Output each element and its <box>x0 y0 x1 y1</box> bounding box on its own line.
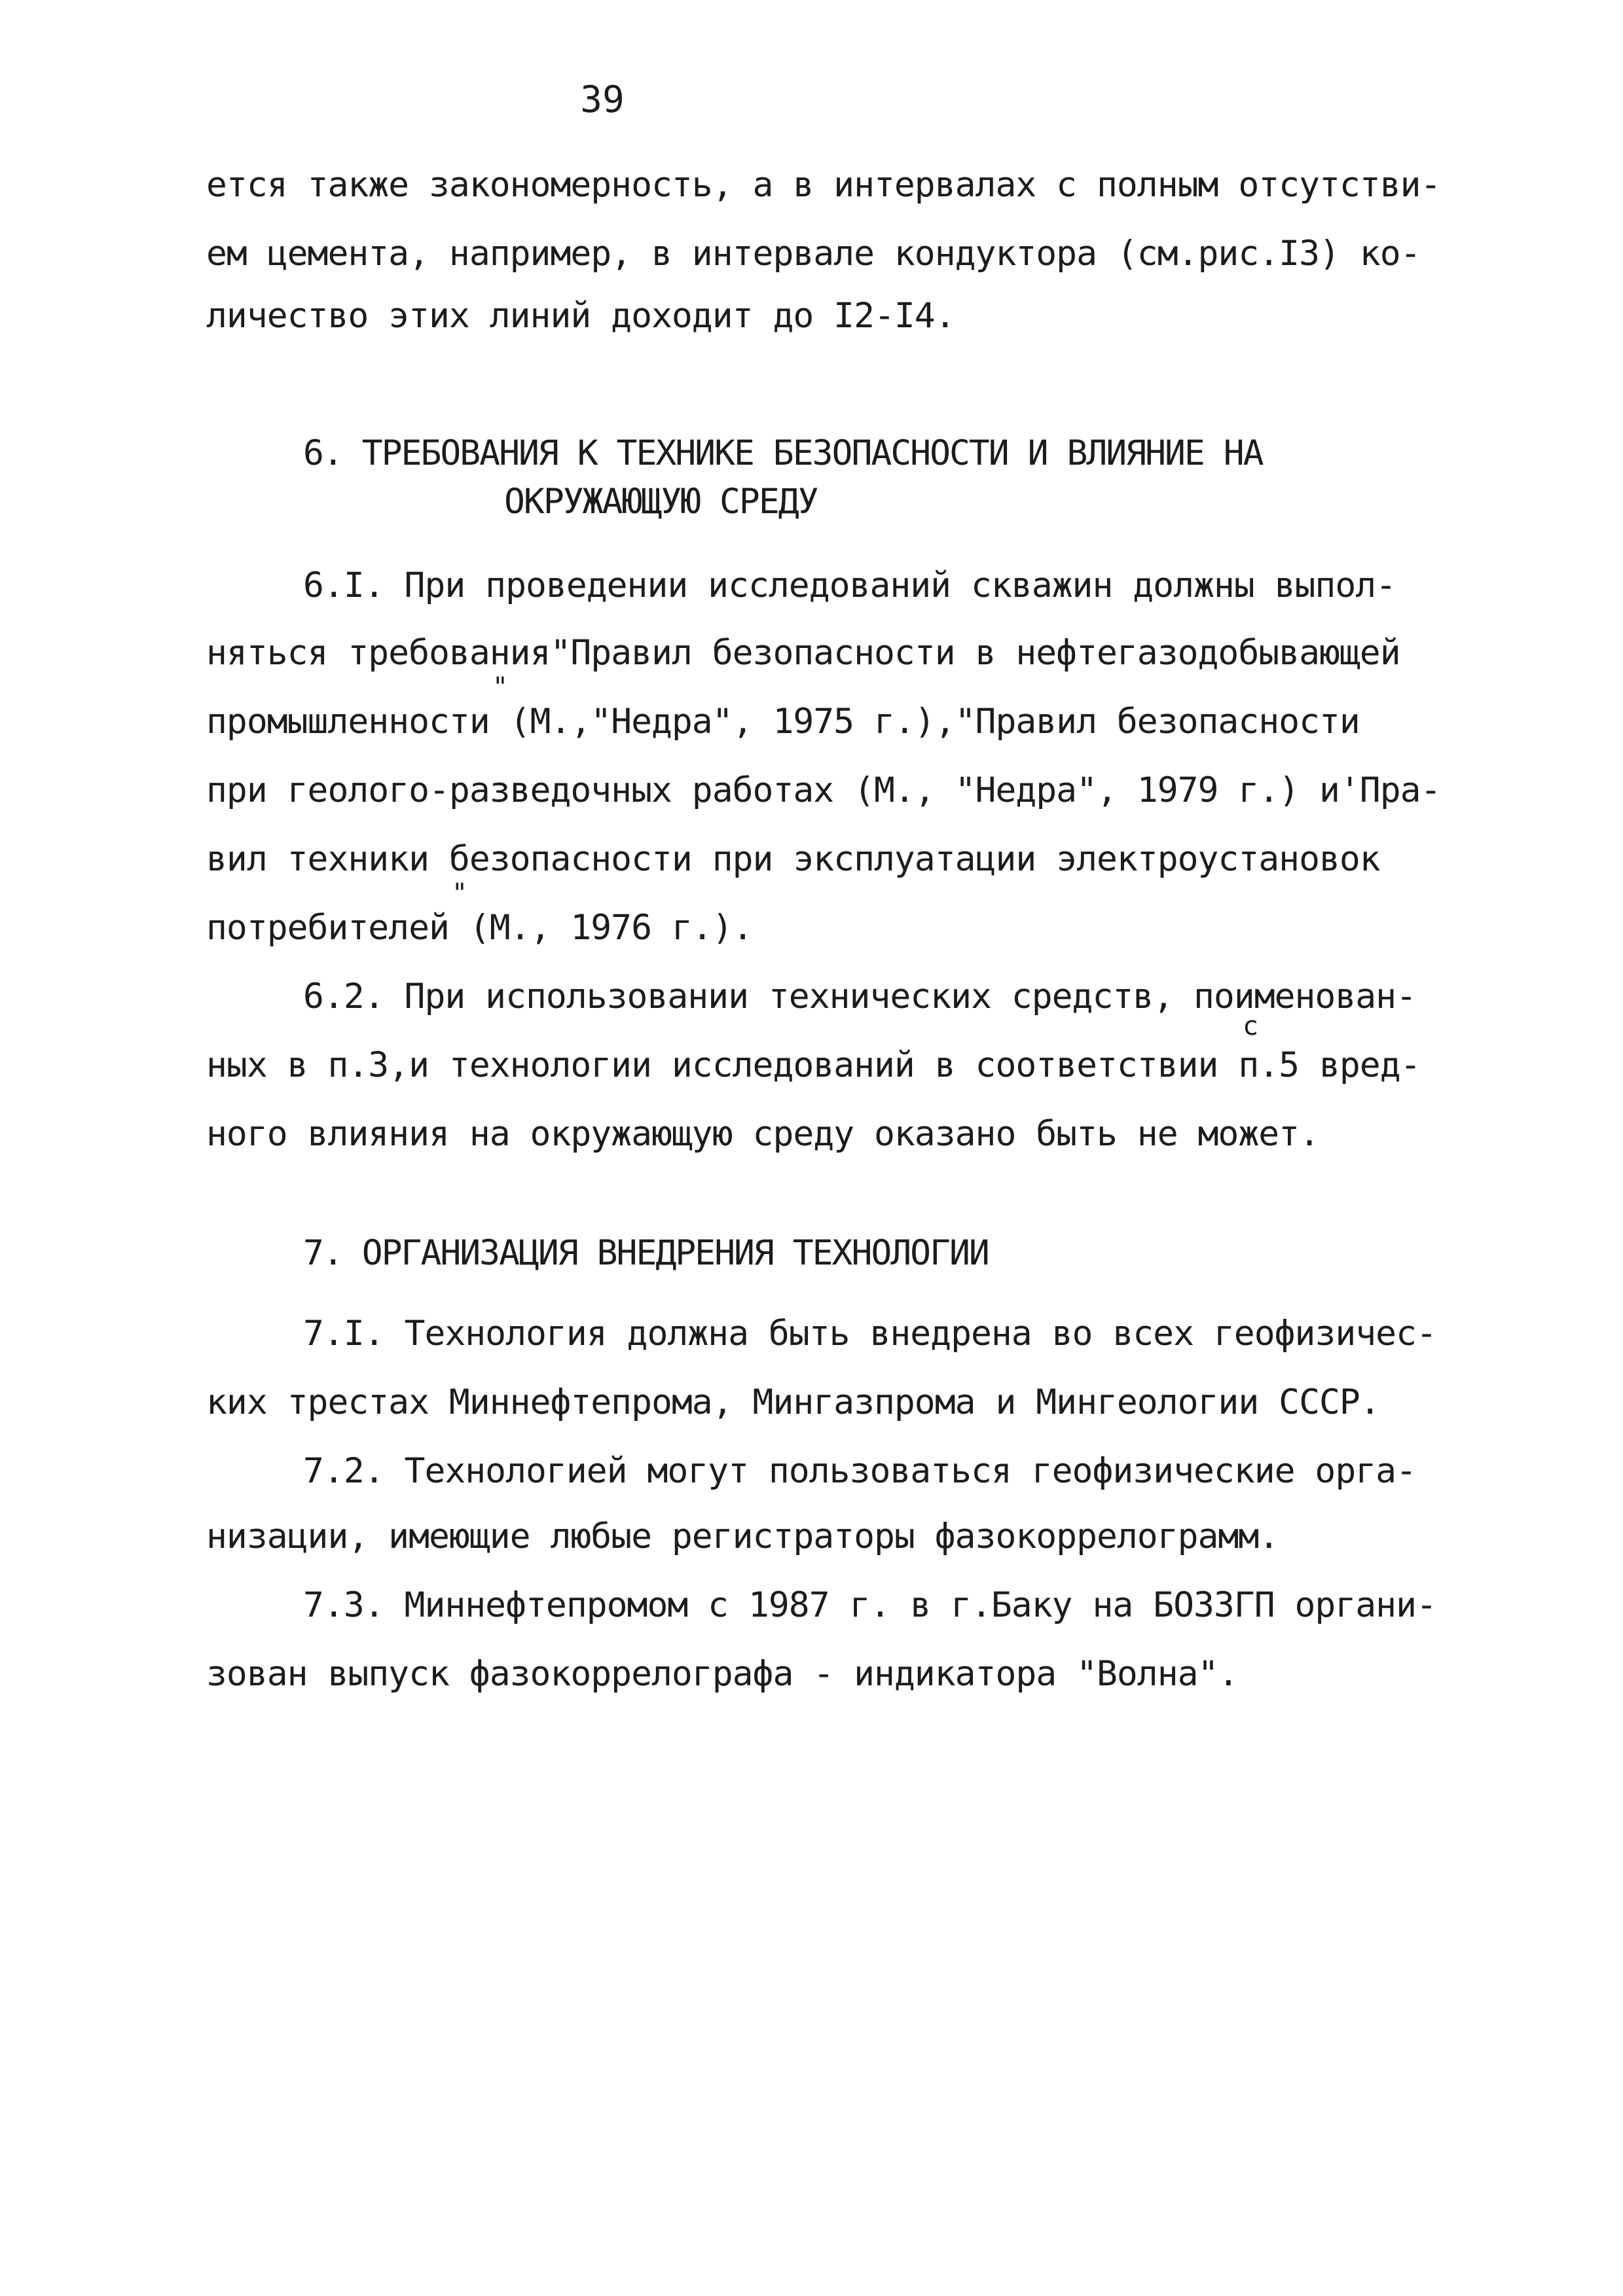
text-line: при геолого-разведочных работах (М., "Недра", 1979 г.) и'Пра- <box>206 770 1441 810</box>
text-line: ется также закономерность, а в интервалах с полным отсутстви- <box>206 165 1441 205</box>
text-line: 6.I. При проведении исследований скважин должны выпол- <box>303 565 1396 605</box>
page-number: 39 <box>580 79 625 121</box>
text-line: 7.3. Миннефтепромом с 1987 г. в г.Баку на БОЗЗГП органи- <box>303 1585 1436 1625</box>
text-line: потребителей (М., 1976 г.). <box>206 908 753 948</box>
text-line: зован выпуск фазокоррелографа - индикатора "Волна". <box>206 1654 1239 1694</box>
text-line: 7.2. Технологией могут пользоваться геофизические орга- <box>303 1451 1416 1491</box>
text-line: промышленности (М.,"Недра", 1975 г.),"Правил безопасности <box>206 702 1360 742</box>
text-line: вил техники безопасности при эксплуатации электроустановок <box>206 839 1380 879</box>
handwritten-quote-mark: " <box>492 672 509 702</box>
text-line: ного влияния на окружающую среду оказано быть не может. <box>206 1114 1319 1154</box>
text-line: личество этих линий доходит до I2-I4. <box>206 296 955 336</box>
text-line: няться требования"Правил безопасности в нефтегазодобывающей <box>206 633 1400 673</box>
section-heading-line: 6. ТРЕБОВАНИЯ К ТЕХНИКЕ БЕЗОПАСНОСТИ И ВЛИЯНИЕ НА <box>303 433 1263 473</box>
text-line: ных в п.3,и технологии исследований в соответствии п.5 вред- <box>206 1045 1421 1085</box>
text-line: ких трестах Миннефтепрома, Мингазпрома и Мингеологии СССР. <box>206 1382 1380 1422</box>
text-line: 6.2. При использовании технических средств, поименован- <box>303 977 1416 1016</box>
text-line: 7.I. Технология должна быть внедрена во всех геофизичес- <box>303 1314 1436 1354</box>
text-line: низации, имеющие любые регистраторы фазокоррелограмм. <box>206 1516 1279 1556</box>
handwritten-inserted-letter: с <box>1243 1011 1259 1041</box>
section-heading-line: 7. ОРГАНИЗАЦИЯ ВНЕДРЕНИЯ ТЕХНОЛОГИИ <box>303 1233 989 1273</box>
text-line: ем цемента, например, в интервале кондуктора (см.рис.I3) ко- <box>206 234 1421 274</box>
handwritten-quote-mark: " <box>452 878 468 908</box>
section-heading-line: ОКРУЖАЮЩУЮ СРЕДУ <box>504 482 818 522</box>
